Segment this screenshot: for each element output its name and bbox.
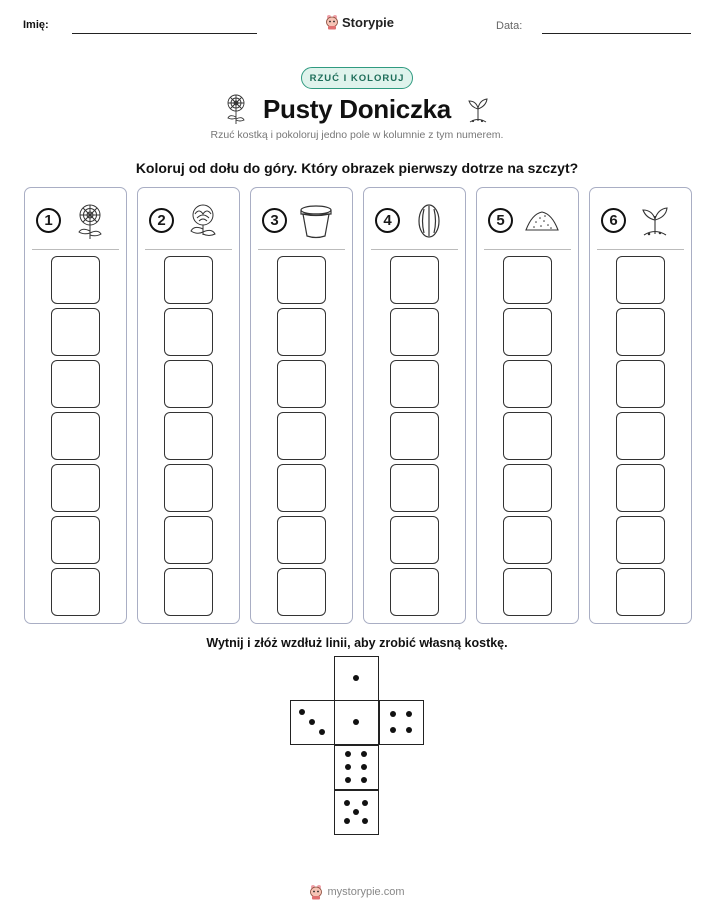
color-box[interactable] [277, 464, 326, 512]
color-box[interactable] [616, 360, 665, 408]
color-box[interactable] [390, 256, 439, 304]
dice-column-5 [476, 187, 579, 624]
dice-pip [353, 809, 359, 815]
dice-column-2 [137, 187, 240, 624]
column-number: 6 [601, 208, 626, 233]
color-box[interactable] [51, 308, 100, 356]
color-box[interactable] [616, 412, 665, 460]
sprout-icon [637, 202, 673, 240]
color-box[interactable] [164, 256, 213, 304]
page-title: Pusty Doniczka [263, 93, 451, 124]
dice-pip [344, 818, 350, 824]
column-header [590, 202, 691, 240]
chrysanthemum-icon [223, 93, 249, 125]
storypie-mascot-icon [309, 884, 323, 900]
color-box[interactable] [616, 464, 665, 512]
dice-pip [390, 711, 396, 717]
column-number: 4 [375, 208, 400, 233]
dice-face-center [334, 700, 379, 745]
dice-pip [345, 764, 351, 770]
color-box[interactable] [51, 412, 100, 460]
dice-pip [309, 719, 315, 725]
color-box[interactable] [51, 256, 100, 304]
page-footer [0, 884, 714, 900]
dice-face-left [290, 700, 335, 745]
date-label: Data: [496, 20, 523, 32]
color-box[interactable] [277, 256, 326, 304]
column-number: 3 [262, 208, 287, 233]
color-box[interactable] [277, 516, 326, 564]
column-number: 5 [488, 208, 513, 233]
activity-badge: RZUĆ I KOLORUJ [301, 67, 413, 89]
color-box[interactable] [503, 308, 552, 356]
dice-pip [362, 818, 368, 824]
dice-pip [361, 777, 367, 783]
dice-pip [361, 751, 367, 757]
seed-icon [411, 202, 447, 240]
color-box[interactable] [277, 360, 326, 408]
color-box[interactable] [390, 516, 439, 564]
dice-face-bottom [334, 790, 379, 835]
color-box[interactable] [616, 308, 665, 356]
color-box[interactable] [51, 464, 100, 512]
color-box[interactable] [51, 568, 100, 616]
peony-flower-icon [185, 202, 221, 240]
color-box[interactable] [164, 568, 213, 616]
name-field-line[interactable] [72, 33, 257, 34]
empty-flower-pot-icon [298, 202, 334, 240]
color-box[interactable] [51, 360, 100, 408]
dice-column-1 [24, 187, 127, 624]
column-header [138, 202, 239, 240]
dice-column-6 [589, 187, 692, 624]
column-divider [597, 249, 684, 250]
column-header [25, 202, 126, 240]
storypie-logo [325, 14, 394, 30]
dice-pip [361, 764, 367, 770]
color-box[interactable] [277, 308, 326, 356]
dice-column-3 [250, 187, 353, 624]
color-box[interactable] [164, 464, 213, 512]
color-box[interactable] [390, 412, 439, 460]
color-box[interactable] [390, 464, 439, 512]
cut-instruction: Wytnij i złóż wzdłuż linii, aby zrobić własną kostkę. [206, 636, 508, 650]
color-box[interactable] [390, 308, 439, 356]
instruction-heading: Koloruj od dołu do góry. Który obrazek pierwszy dotrze na szczyt? [135, 160, 579, 176]
color-box[interactable] [390, 568, 439, 616]
column-header [251, 202, 352, 240]
dice-pip [353, 719, 359, 725]
dice-pip [362, 800, 368, 806]
color-box[interactable] [503, 256, 552, 304]
color-box[interactable] [164, 412, 213, 460]
subtitle: Rzuć kostką i pokoloruj jedno pole w kolumnie z tym numerem. [210, 129, 504, 141]
chrysanthemum-flower-icon [72, 202, 108, 240]
column-header [364, 202, 465, 240]
color-box[interactable] [503, 360, 552, 408]
column-header [477, 202, 578, 240]
date-field-line[interactable] [542, 33, 691, 34]
dice-pip [390, 727, 396, 733]
column-divider [145, 249, 232, 250]
column-divider [32, 249, 119, 250]
sprout-icon [465, 93, 491, 125]
dice-face-lower [334, 745, 379, 790]
color-box[interactable] [616, 516, 665, 564]
color-box[interactable] [164, 360, 213, 408]
dice-pip [299, 709, 305, 715]
color-box[interactable] [164, 516, 213, 564]
footer-url[interactable]: mystorypie.com [327, 886, 405, 898]
color-box[interactable] [503, 412, 552, 460]
dice-pip [406, 727, 412, 733]
color-box[interactable] [616, 256, 665, 304]
page-header [0, 14, 714, 40]
title-row [0, 90, 714, 128]
dice-face-right [379, 700, 424, 745]
column-divider [484, 249, 571, 250]
column-divider [258, 249, 345, 250]
logo-text: Storypie [342, 14, 395, 30]
color-box[interactable] [503, 568, 552, 616]
color-box[interactable] [51, 516, 100, 564]
dice-pip [345, 751, 351, 757]
color-box[interactable] [616, 568, 665, 616]
color-box[interactable] [390, 360, 439, 408]
dice-pip [353, 675, 359, 681]
color-box[interactable] [503, 464, 552, 512]
dice-pip [319, 729, 325, 735]
dice-pip [406, 711, 412, 717]
column-divider [371, 249, 458, 250]
column-number: 1 [36, 208, 61, 233]
dice-pip [345, 777, 351, 783]
color-box[interactable] [277, 412, 326, 460]
dice-pip [344, 800, 350, 806]
color-box[interactable] [503, 516, 552, 564]
dice-column-4 [363, 187, 466, 624]
color-box[interactable] [164, 308, 213, 356]
soil-pile-icon [524, 202, 560, 240]
columns-board [24, 187, 690, 624]
name-label: Imię: [23, 19, 49, 31]
storypie-mascot-icon [325, 14, 339, 30]
color-box[interactable] [277, 568, 326, 616]
column-number: 2 [149, 208, 174, 233]
dice-face-top [334, 656, 379, 701]
